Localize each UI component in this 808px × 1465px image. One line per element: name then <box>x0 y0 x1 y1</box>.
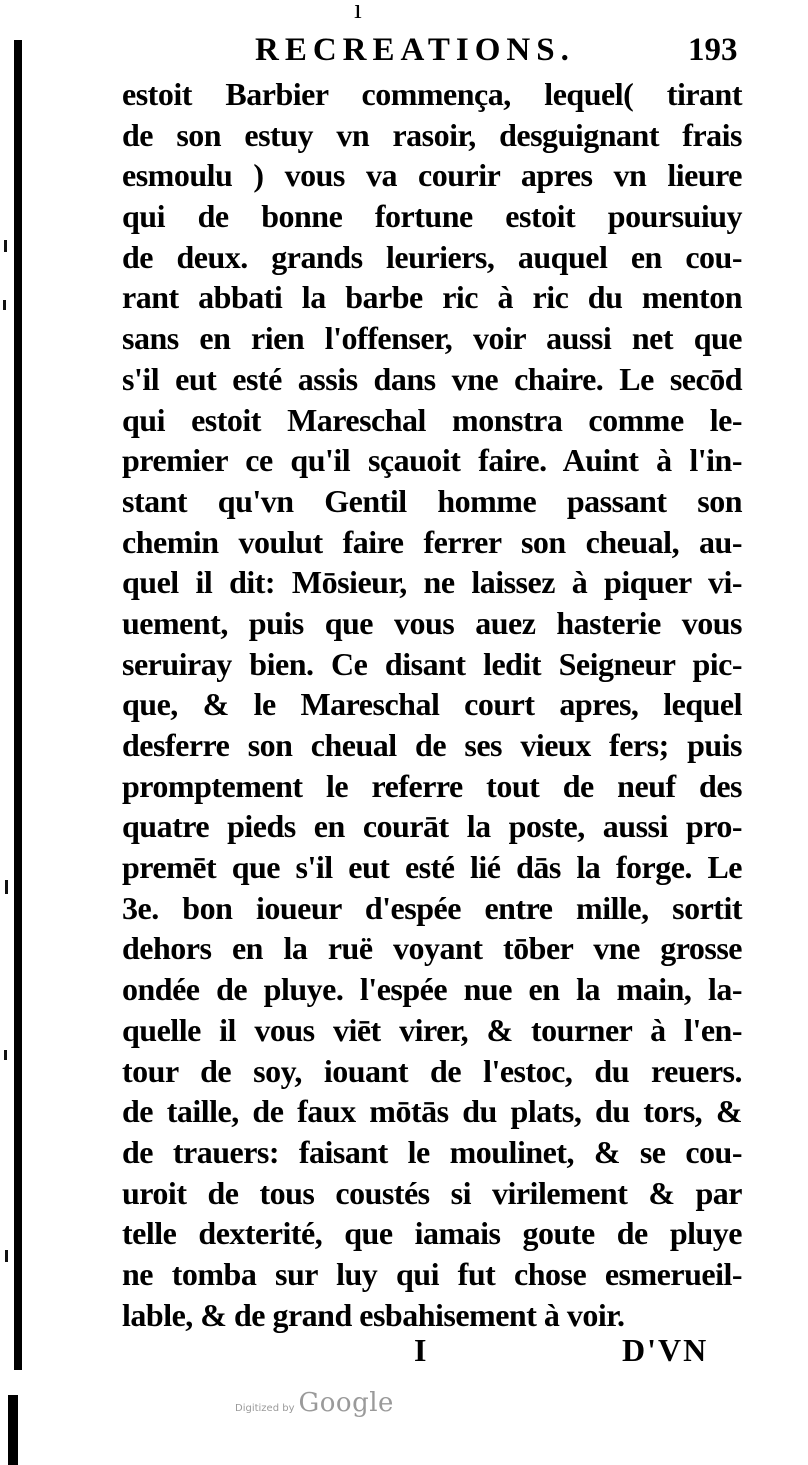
text-line: premier ce qu'il sçauoit faire. Auint à l'in- <box>122 442 742 479</box>
text-line: telle dexterité, que iamais goute de pluye <box>122 1215 742 1252</box>
binding-edge <box>14 40 22 1370</box>
text-line: qui estoit Mareschal monstra comme le- <box>122 401 742 438</box>
signature-mark: I <box>414 1332 427 1368</box>
text-line: tour de soy, iouant de l'estoc, du reuers. <box>122 1052 742 1089</box>
text-line: uement, puis que vous auez hasterie vous <box>122 604 742 641</box>
digitization-watermark <box>235 1388 394 1418</box>
text-line: estoit Barbier commença, lequel( tirant <box>122 76 742 112</box>
text-line: de taille, de faux mōtās du plats, du tors, & <box>122 1093 742 1130</box>
text-line: que, & le Mareschal court apres, lequel <box>122 686 742 723</box>
text-line: rant abbati la barbe ric à ric du menton <box>122 279 742 316</box>
text-line: premēt que s'il eut esté lié dās la forge. Le <box>122 849 742 886</box>
text-line: de son estuy vn rasoir, desguignant frais <box>122 116 742 153</box>
binding-speck <box>5 1250 8 1262</box>
catchword: D'VN <box>622 1332 709 1368</box>
binding-speck <box>4 1050 7 1060</box>
text-line: sans en rien l'offenser, voir aussi net que <box>122 320 742 357</box>
text-line: uroit de tous coustés si virilement & par <box>122 1174 742 1211</box>
text-line: quatre pieds en courāt la poste, aussi pro- <box>122 808 742 845</box>
text-line: quelle il vous viēt virer, & tourner à l'en- <box>122 1011 742 1048</box>
text-line: lable, & de grand esbahisement à voir. <box>122 1296 625 1333</box>
text-line: quel il dit: Mōsieur, ne laissez à piquer vi- <box>122 564 742 601</box>
text-line: ondée de pluye. l'espée nue en la main, la- <box>122 971 742 1008</box>
page-number: 193 <box>688 32 738 68</box>
text-line: qui de bonne fortune estoit poursuiuy <box>122 198 742 235</box>
text-line: desferre son cheual de ses vieux fers; puis <box>122 727 742 763</box>
watermark-prefix: Digitized by <box>235 1403 295 1414</box>
binding-speck <box>4 240 7 252</box>
running-head: RECREATIONS. <box>255 32 575 68</box>
text-line: chemin voulut faire ferrer son cheual, au- <box>122 523 742 560</box>
text-line: stant qu'vn Gentil homme passant son <box>122 482 742 519</box>
body-text <box>122 74 742 1335</box>
binding-speck <box>5 880 8 894</box>
text-line: de trauers: faisant le moulinet, & se cou- <box>122 1133 742 1170</box>
text-line: promptement le referre tout de neuf des <box>122 767 742 804</box>
binding-edge-foot <box>8 1395 18 1465</box>
text-line: seruiray bien. Ce disant ledit Seigneur pic- <box>122 645 742 682</box>
text-line: 3e. bon ioueur d'espée entre mille, sortit <box>122 889 742 926</box>
watermark-brand: Google <box>298 1388 394 1418</box>
text-line: de deux. grands leuriers, auquel en cou- <box>122 238 742 275</box>
binding-speck <box>3 300 6 310</box>
text-line: esmoulu ) vous va courir apres vn lieure <box>122 157 742 194</box>
ink-mark: ı <box>354 0 362 25</box>
text-line: dehors en la ruë voyant tōber vne grosse <box>122 930 742 967</box>
text-line: s'il eut esté assis dans vne chaire. Le secōd <box>122 360 742 397</box>
text-line: ne tomba sur luy qui fut chose esmerueil- <box>122 1255 742 1292</box>
